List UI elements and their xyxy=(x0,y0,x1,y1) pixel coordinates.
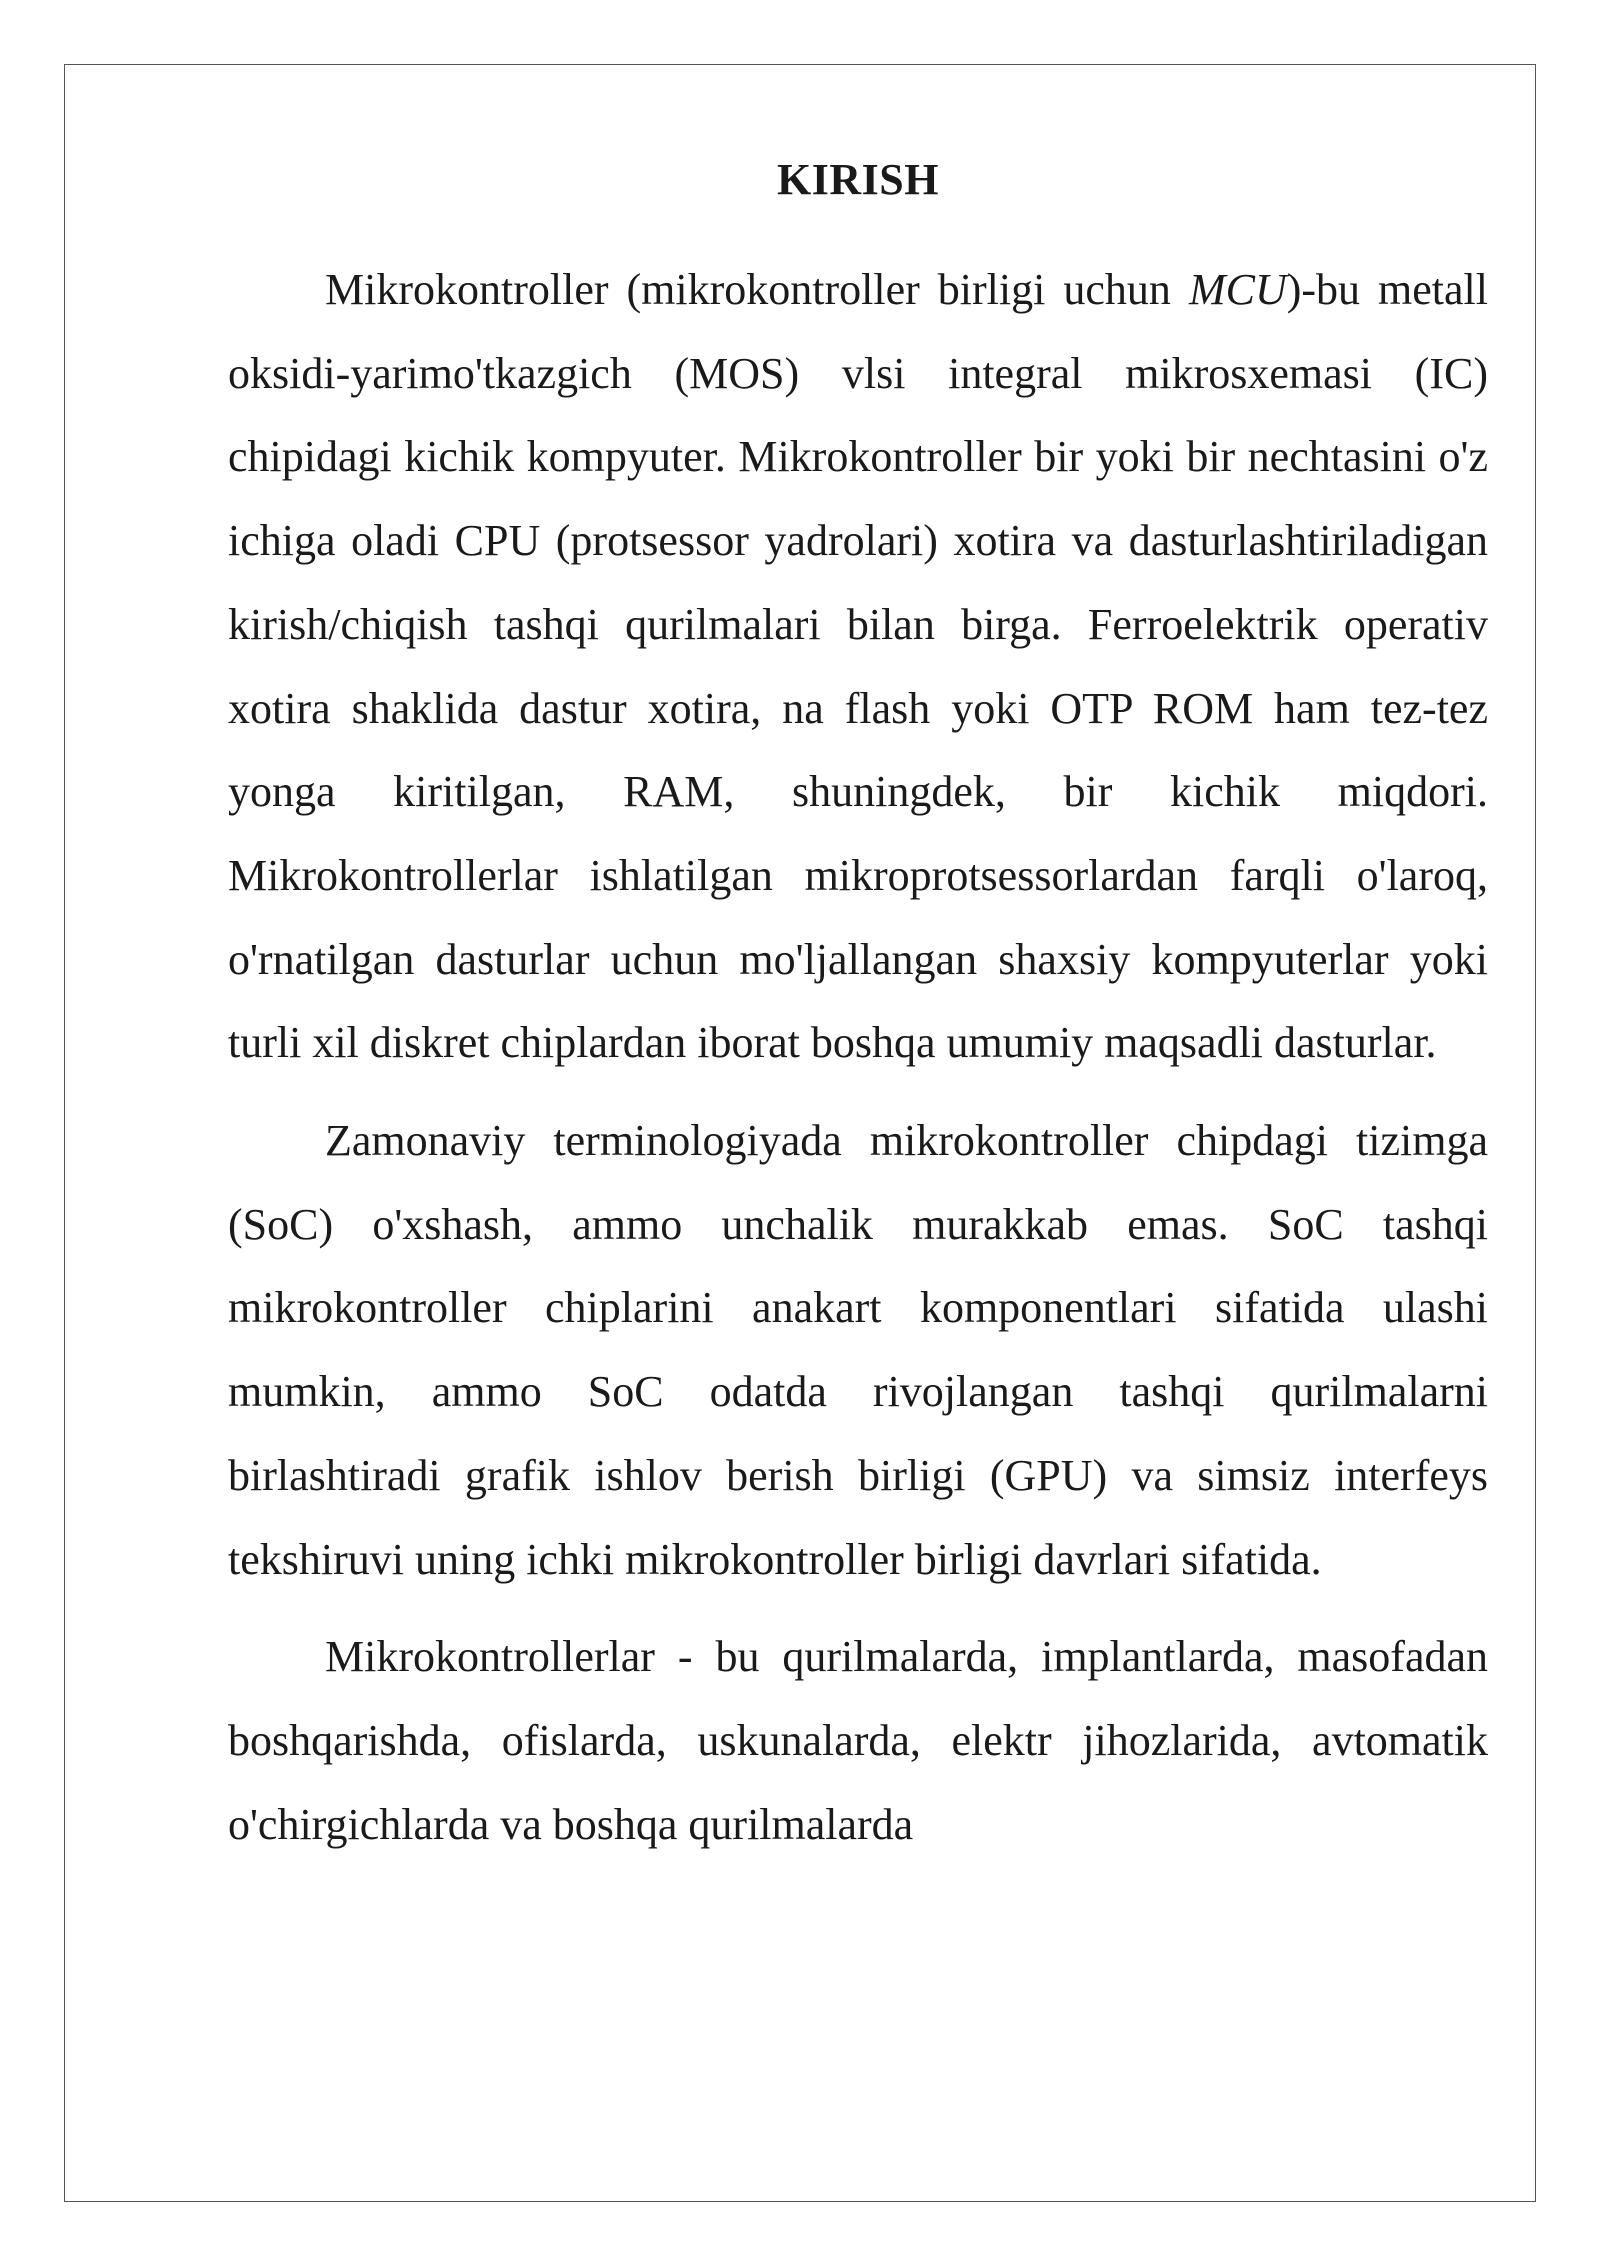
paragraph-1-text-end: )-bu metall oksidi-yarimo'tkazgich (MOS) vlsi integral mikrosxemasi (IC) chipidagi kichik kompyuter. Mikrokontroller bir yoki bir nechtasini o'z ichiga oladi CPU (protsessor yadrolari) xotira va dasturlashtiriladigan kirish/chiqish tashqi qurilmalari bilan birga. Ferroelektrik operativ xotira shaklida dastur xotira, na flash yoki OTP ROM ham tez-tez yonga kiritilgan, RAM, shuningdek, bir kichik miqdori. Mikrokontrollerlar ishlatilgan mikroprotsessorlardan farqli o'laroq, o'rnatilgan dasturlar uchun mo'ljallangan shaxsiy kompyuterlar yoki turli xil diskret chiplardan iborat boshqa umumiy maqsadli dasturlar. xyxy=(228,265,1488,1068)
paragraph-2: Zamonaviy terminologiyada mikrokontroller chipdagi tizimga (SoC) o'xshash, ammo unchalik murakkab emas. SoC tashqi mikrokontroller chiplarini anakart komponentlari sifatida ulashi mumkin, ammo SoC odatda rivojlangan tashqi qurilmalarni birlashtiradi grafik ishlov berish birligi (GPU) va simsiz interfeys tekshiruvi uning ichki mikrokontroller birligi davrlari sifatida. xyxy=(228,1116,1488,1584)
paragraph-1-text-start: Mikrokontroller (mikrokontroller birligi uchun xyxy=(325,265,1189,314)
paragraph-3: Mikrokontrollerlar - bu qurilmalarda, implantlarda, masofadan boshqarishda, ofislarda, uskunalarda, elektr jihozlarida, avtomatik o'chirgichlarda va boshqa qurilmalarda xyxy=(228,1632,1488,1849)
document-body xyxy=(228,150,1488,1880)
paragraph-1 xyxy=(228,248,1488,1085)
paragraph-1-abbreviation: MCU xyxy=(1188,265,1287,314)
document-title: KIRISH xyxy=(777,155,939,204)
